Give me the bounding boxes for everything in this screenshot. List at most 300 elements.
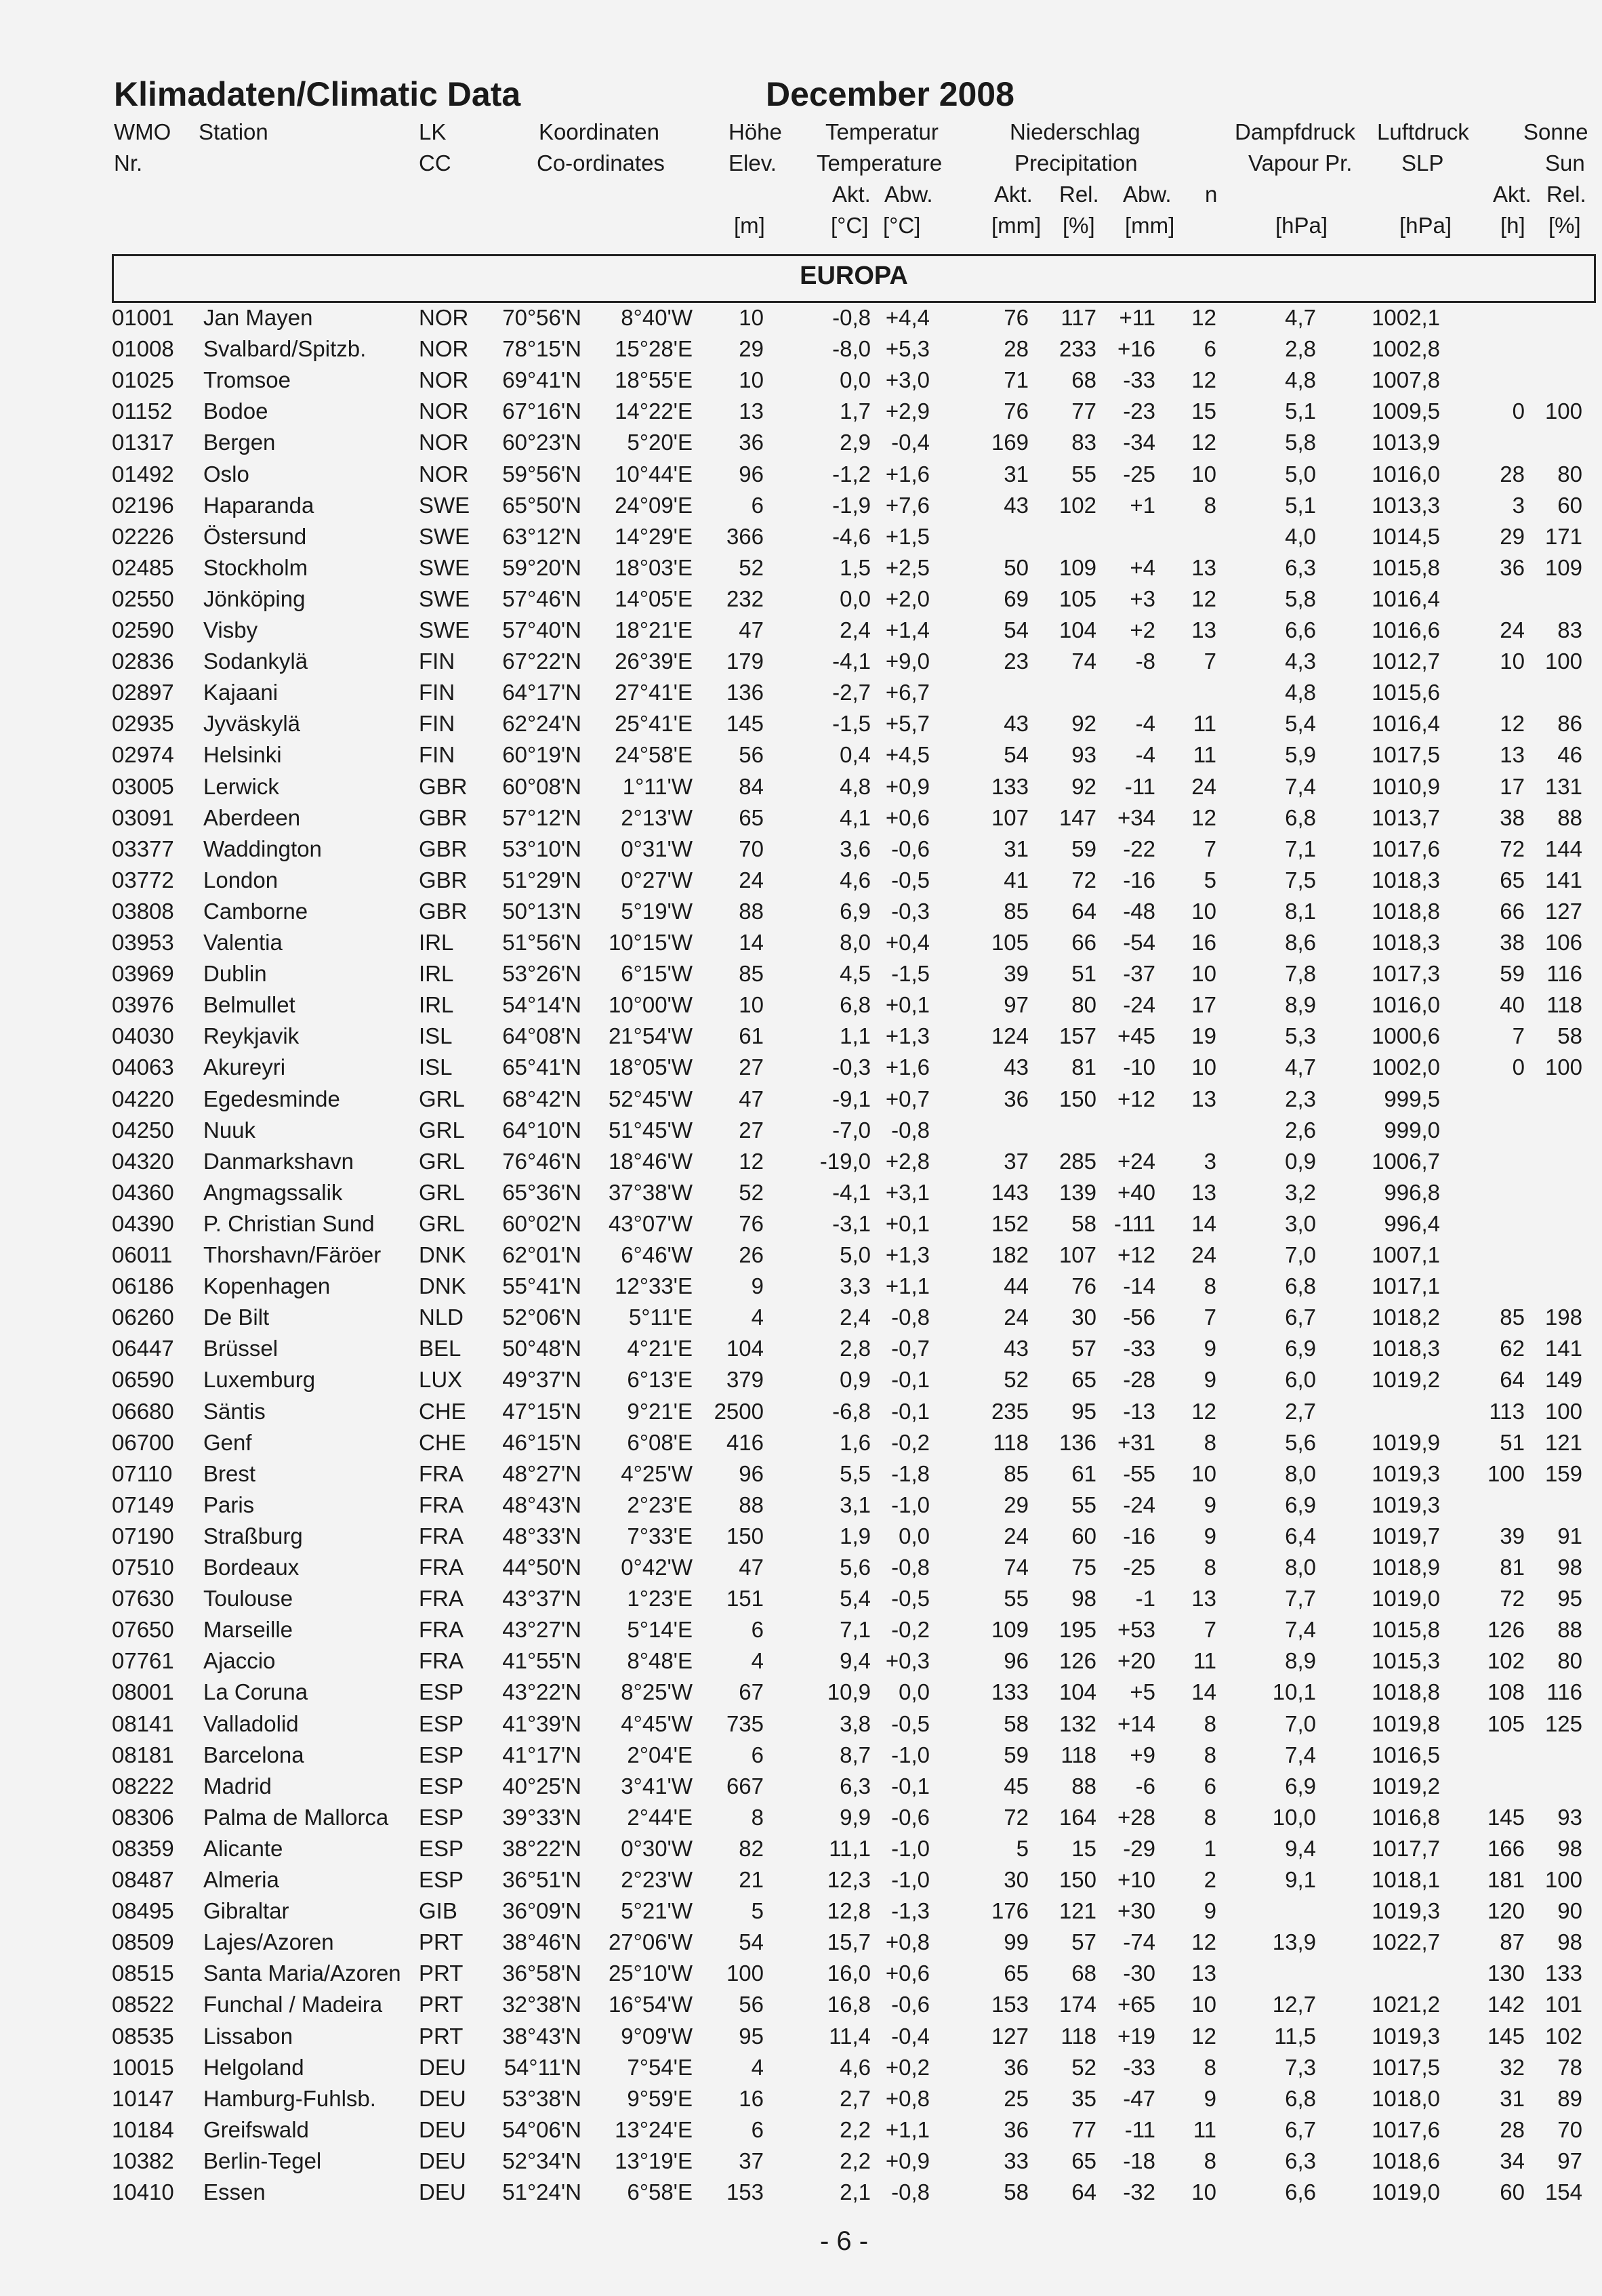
prec-n-cell: 11: [1193, 2117, 1216, 2142]
vapour-cell: 12,7: [1272, 1992, 1316, 2017]
slp-cell: 996,4: [1384, 1211, 1440, 1236]
country-cell: GIB: [419, 1898, 457, 1923]
temp-abw-cell: +0,4: [885, 930, 930, 955]
table-row: [0, 1802, 1602, 1833]
vapour-cell: 6,4: [1285, 1523, 1316, 1549]
vapour-cell: 7,1: [1285, 836, 1316, 861]
latitude-cell: 38°22'N: [502, 1836, 581, 1861]
prec-akt-cell: 143: [991, 1180, 1029, 1205]
wmo-cell: 04250: [112, 1118, 174, 1143]
sun-akt-cell: 72: [1500, 1586, 1525, 1611]
elevation-cell: 88: [739, 1492, 764, 1517]
country-cell: BEL: [419, 1336, 461, 1361]
vapour-cell: 6,7: [1285, 2117, 1316, 2142]
prec-abw-cell: +53: [1117, 1617, 1155, 1642]
prec-akt-cell: 39: [1004, 961, 1029, 986]
temp-abw-cell: -0,5: [891, 1711, 930, 1736]
station-cell: Waddington: [203, 836, 322, 861]
longitude-cell: 25°41'E: [615, 711, 693, 736]
latitude-cell: 53°26'N: [502, 961, 581, 986]
longitude-cell: 18°03'E: [615, 555, 693, 580]
longitude-cell: 18°05'W: [608, 1054, 693, 1080]
slp-cell: 1018,1: [1372, 1867, 1440, 1892]
wmo-cell: 08222: [112, 1774, 174, 1799]
longitude-cell: 18°46'W: [608, 1149, 693, 1174]
station-cell: Kopenhagen: [203, 1273, 331, 1298]
sun-rel-cell: 127: [1544, 899, 1582, 924]
temp-akt-cell: 8,0: [840, 930, 871, 955]
prec-n-cell: 7: [1204, 836, 1216, 861]
region-header-box: [112, 254, 1596, 303]
temp-akt-cell: -3,1: [832, 1211, 871, 1236]
wmo-cell: 08359: [112, 1836, 174, 1861]
station-cell: Lissabon: [203, 2024, 293, 2049]
wmo-cell: 02226: [112, 524, 174, 549]
prec-rel-cell: 121: [1059, 1898, 1096, 1923]
table-row: [0, 958, 1602, 989]
sun-rel-cell: 171: [1544, 524, 1582, 549]
wmo-cell: 03808: [112, 899, 174, 924]
country-cell: CHE: [419, 1430, 466, 1455]
latitude-cell: 67°16'N: [502, 398, 581, 424]
temp-abw-cell: +0,8: [885, 2086, 930, 2111]
prec-n-cell: 1: [1204, 1836, 1216, 1861]
station-cell: Camborne: [203, 899, 308, 924]
table-row: [0, 1583, 1602, 1614]
elevation-cell: 12: [739, 1149, 764, 1174]
temp-abw-cell: +1,1: [885, 1273, 930, 1298]
sun-akt-cell: 38: [1500, 930, 1525, 955]
temp-abw-cell: +2,5: [885, 555, 930, 580]
latitude-cell: 60°08'N: [502, 774, 581, 799]
table-row: [0, 2146, 1602, 2177]
station-cell: Toulouse: [203, 1586, 293, 1611]
station-cell: Lajes/Azoren: [203, 1929, 334, 1954]
wmo-cell: 02935: [112, 711, 174, 736]
header-prec-abw-unit: [mm]: [1125, 213, 1175, 238]
vapour-cell: 6,0: [1285, 1367, 1316, 1392]
vapour-cell: 7,0: [1285, 1711, 1316, 1736]
country-cell: ISL: [419, 1054, 453, 1080]
sun-rel-cell: 80: [1557, 1648, 1582, 1673]
station-cell: De Bilt: [203, 1305, 270, 1330]
prec-n-cell: 8: [1204, 1711, 1216, 1736]
sun-rel-cell: 78: [1557, 2055, 1582, 2080]
temp-akt-cell: 4,8: [840, 774, 871, 799]
table-row: [0, 834, 1602, 865]
vapour-cell: 6,8: [1285, 1273, 1316, 1298]
slp-cell: 1019,3: [1372, 2024, 1440, 2049]
country-cell: SWE: [419, 617, 470, 642]
temp-abw-cell: +5,3: [885, 336, 930, 361]
latitude-cell: 38°43'N: [502, 2024, 581, 2049]
prec-rel-cell: 58: [1071, 1211, 1096, 1236]
header-sun: Sonne: [1523, 119, 1588, 144]
longitude-cell: 6°46'W: [621, 1242, 693, 1267]
prec-abw-cell: -11: [1124, 2117, 1155, 2142]
header-slp: Luftdruck: [1377, 119, 1469, 144]
slp-cell: 1000,6: [1372, 1023, 1440, 1048]
prec-abw-cell: -25: [1123, 1555, 1155, 1580]
prec-abw-cell: +28: [1117, 1805, 1155, 1830]
station-cell: Brest: [203, 1461, 256, 1486]
prec-abw-cell: +34: [1117, 805, 1155, 830]
sun-rel-cell: 100: [1544, 1867, 1582, 1892]
latitude-cell: 59°20'N: [502, 555, 581, 580]
prec-akt-cell: 24: [1004, 1523, 1029, 1549]
longitude-cell: 10°44'E: [615, 462, 693, 487]
station-cell: Luxemburg: [203, 1367, 316, 1392]
slp-cell: 1018,3: [1372, 867, 1440, 893]
latitude-cell: 43°27'N: [502, 1617, 581, 1642]
temp-akt-cell: 2,2: [840, 2117, 871, 2142]
prec-rel-cell: 77: [1071, 398, 1096, 424]
prec-rel-cell: 59: [1071, 836, 1096, 861]
sun-akt-cell: 100: [1487, 1461, 1525, 1486]
country-cell: GBR: [419, 899, 468, 924]
temp-abw-cell: -0,8: [891, 1118, 930, 1143]
prec-akt-cell: 107: [991, 805, 1029, 830]
temp-akt-cell: 0,9: [840, 1367, 871, 1392]
prec-akt-cell: 58: [1004, 2179, 1029, 2205]
elevation-cell: 153: [726, 2179, 764, 2205]
latitude-cell: 41°17'N: [502, 1742, 581, 1767]
prec-abw-cell: -16: [1123, 867, 1155, 893]
elevation-cell: 416: [726, 1430, 764, 1455]
temp-abw-cell: +0,9: [885, 2148, 930, 2173]
prec-n-cell: 12: [1191, 1399, 1216, 1424]
prec-abw-cell: +4: [1130, 555, 1155, 580]
station-cell: Palma de Mallorca: [203, 1805, 389, 1830]
sun-akt-cell: 81: [1500, 1555, 1525, 1580]
wmo-cell: 06011: [112, 1242, 173, 1267]
table-row: [0, 1708, 1602, 1740]
elevation-cell: 95: [739, 2024, 764, 2049]
latitude-cell: 41°55'N: [502, 1648, 581, 1673]
prec-akt-cell: 52: [1004, 1367, 1029, 1392]
station-cell: Aberdeen: [203, 805, 301, 830]
longitude-cell: 4°45'W: [621, 1711, 693, 1736]
sun-akt-cell: 17: [1500, 774, 1525, 799]
station-cell: Greifswald: [203, 2117, 309, 2142]
latitude-cell: 32°38'N: [502, 1992, 581, 2017]
vapour-cell: 6,8: [1285, 2086, 1316, 2111]
country-cell: FIN: [419, 680, 455, 705]
station-cell: Valladolid: [203, 1711, 299, 1736]
wmo-cell: 03953: [112, 930, 174, 955]
wmo-cell: 04360: [112, 1180, 174, 1205]
country-cell: FIN: [419, 711, 455, 736]
wmo-cell: 10015: [112, 2055, 174, 2080]
header-temperature-en: Temperature: [817, 150, 943, 176]
prec-akt-cell: 99: [1004, 1929, 1029, 1954]
prec-rel-cell: 64: [1071, 2179, 1096, 2205]
sun-rel-cell: 100: [1544, 1054, 1582, 1080]
longitude-cell: 9°59'E: [627, 2086, 693, 2111]
table-row: [0, 708, 1602, 739]
latitude-cell: 64°10'N: [502, 1118, 581, 1143]
temp-akt-cell: 1,9: [840, 1523, 871, 1549]
page-number: - 6 -: [820, 2226, 869, 2256]
sun-akt-cell: 40: [1500, 992, 1525, 1017]
elevation-cell: 82: [739, 1836, 764, 1861]
prec-n-cell: 10: [1191, 2179, 1216, 2205]
elevation-cell: 65: [739, 805, 764, 830]
slp-cell: 1015,8: [1372, 1617, 1440, 1642]
station-cell: Alicante: [203, 1836, 283, 1861]
country-cell: ESP: [419, 1805, 464, 1830]
prec-rel-cell: 30: [1071, 1305, 1096, 1330]
prec-abw-cell: +30: [1117, 1898, 1155, 1923]
country-cell: GRL: [419, 1211, 465, 1236]
country-cell: DEU: [419, 2055, 466, 2080]
prec-akt-cell: 118: [993, 1430, 1029, 1455]
slp-cell: 1015,8: [1372, 555, 1440, 580]
prec-akt-cell: 43: [1004, 1054, 1029, 1080]
vapour-cell: 9,4: [1285, 1836, 1316, 1861]
country-cell: GRL: [419, 1149, 465, 1174]
temp-abw-cell: +0,6: [885, 805, 930, 830]
prec-rel-cell: 68: [1071, 1961, 1096, 1986]
slp-cell: 1002,8: [1372, 336, 1440, 361]
wmo-cell: 04320: [112, 1149, 174, 1174]
table-row: [0, 2052, 1602, 2083]
prec-akt-cell: 71: [1004, 367, 1029, 392]
table-row: [0, 490, 1602, 521]
prec-n-cell: 3: [1204, 1149, 1216, 1174]
latitude-cell: 76°46'N: [502, 1149, 581, 1174]
slp-cell: 1019,7: [1372, 1523, 1440, 1549]
temp-abw-cell: +4,5: [885, 742, 930, 767]
temp-abw-cell: +5,7: [885, 711, 930, 736]
temp-abw-cell: +3,0: [885, 367, 930, 392]
wmo-cell: 07510: [112, 1555, 174, 1580]
longitude-cell: 10°00'W: [608, 992, 693, 1017]
header-precipitation-en: Precipitation: [1014, 150, 1138, 176]
temp-abw-cell: 0,0: [899, 1523, 930, 1549]
header-temperature: Temperatur: [825, 119, 939, 144]
prec-abw-cell: +5: [1130, 1679, 1155, 1704]
temp-akt-cell: 0,4: [840, 742, 871, 767]
longitude-cell: 8°40'W: [621, 305, 693, 330]
wmo-cell: 10184: [112, 2117, 174, 2142]
temp-abw-cell: -1,0: [891, 1836, 930, 1861]
temp-akt-cell: -8,0: [832, 336, 871, 361]
temp-akt-cell: 1,6: [840, 1430, 871, 1455]
elevation-cell: 56: [739, 742, 764, 767]
table-row: [0, 1052, 1602, 1083]
latitude-cell: 41°39'N: [502, 1711, 581, 1736]
sun-rel-cell: 141: [1544, 1336, 1582, 1361]
header-elevation: Höhe: [728, 119, 782, 144]
prec-akt-cell: 58: [1004, 1711, 1029, 1736]
vapour-cell: 7,4: [1285, 1742, 1316, 1767]
prec-abw-cell: +24: [1117, 1149, 1155, 1174]
table-row: [0, 1677, 1602, 1708]
temp-akt-cell: 4,5: [840, 961, 871, 986]
prec-akt-cell: 5: [1016, 1836, 1029, 1861]
prec-rel-cell: 174: [1059, 1992, 1096, 2017]
slp-cell: 1015,6: [1372, 680, 1440, 705]
temp-abw-cell: +2,8: [885, 1149, 930, 1174]
prec-akt-cell: 44: [1004, 1273, 1029, 1298]
wmo-cell: 06447: [112, 1336, 174, 1361]
temp-akt-cell: 3,1: [840, 1492, 871, 1517]
station-cell: Barcelona: [203, 1742, 304, 1767]
wmo-cell: 06186: [112, 1273, 174, 1298]
wmo-cell: 10147: [112, 2086, 174, 2111]
sun-akt-cell: 120: [1487, 1898, 1525, 1923]
temp-abw-cell: +1,1: [885, 2117, 930, 2142]
elevation-cell: 10: [739, 305, 764, 330]
table-row: [0, 1864, 1602, 1895]
sun-akt-cell: 130: [1487, 1961, 1525, 1986]
prec-n-cell: 6: [1204, 336, 1216, 361]
temp-akt-cell: -19,0: [819, 1149, 871, 1174]
prec-rel-cell: 61: [1071, 1461, 1096, 1486]
station-cell: Berlin-Tegel: [203, 2148, 322, 2173]
temp-akt-cell: 9,9: [840, 1805, 871, 1830]
table-row: [0, 2021, 1602, 2052]
wmo-cell: 04390: [112, 1211, 174, 1236]
longitude-cell: 21°54'W: [608, 1023, 693, 1048]
vapour-cell: 6,8: [1285, 805, 1316, 830]
table-row: [0, 1895, 1602, 1927]
prec-abw-cell: -33: [1123, 1336, 1155, 1361]
wmo-cell: 02897: [112, 680, 174, 705]
vapour-cell: 2,3: [1285, 1086, 1316, 1111]
temp-akt-cell: 4,1: [840, 805, 871, 830]
station-cell: Gibraltar: [203, 1898, 289, 1923]
longitude-cell: 13°19'E: [615, 2148, 693, 2173]
prec-abw-cell: -23: [1123, 398, 1155, 424]
sun-rel-cell: 149: [1544, 1367, 1582, 1392]
header-sun-rel-unit: [%]: [1548, 213, 1581, 238]
wmo-cell: 10410: [112, 2179, 174, 2205]
vapour-cell: 9,1: [1285, 1867, 1316, 1892]
slp-cell: 996,8: [1384, 1180, 1440, 1205]
elevation-cell: 27: [739, 1118, 764, 1143]
station-cell: Visby: [203, 617, 258, 642]
latitude-cell: 64°08'N: [502, 1023, 581, 1048]
vapour-cell: 13,9: [1272, 1929, 1316, 1954]
country-cell: CHE: [419, 1399, 466, 1424]
vapour-cell: 7,4: [1285, 1617, 1316, 1642]
prec-akt-cell: 36: [1004, 2055, 1029, 2080]
prec-n-cell: 9: [1204, 1336, 1216, 1361]
prec-rel-cell: 60: [1071, 1523, 1096, 1549]
wmo-cell: 08001: [112, 1679, 174, 1704]
vapour-cell: 6,7: [1285, 1305, 1316, 1330]
prec-rel-cell: 92: [1071, 711, 1096, 736]
prec-abw-cell: +20: [1117, 1648, 1155, 1673]
temp-akt-cell: -9,1: [832, 1086, 871, 1111]
header-elevation-en: Elev.: [728, 150, 777, 176]
table-row: [0, 521, 1602, 552]
temp-akt-cell: 7,1: [840, 1617, 871, 1642]
sun-akt-cell: 66: [1500, 899, 1525, 924]
prec-n-cell: 13: [1191, 617, 1216, 642]
station-cell: Jan Mayen: [203, 305, 313, 330]
wmo-cell: 03377: [112, 836, 174, 861]
sun-akt-cell: 72: [1500, 836, 1525, 861]
header-slp-en: SLP: [1401, 150, 1444, 176]
country-cell: PRT: [419, 1961, 464, 1986]
header-wmo-nr: Nr.: [114, 150, 143, 176]
temp-abw-cell: -1,0: [891, 1742, 930, 1767]
prec-akt-cell: 133: [991, 1679, 1029, 1704]
slp-cell: 1019,2: [1372, 1774, 1440, 1799]
elevation-cell: 4: [751, 1305, 764, 1330]
station-cell: Jyväskylä: [203, 711, 301, 736]
vapour-cell: 6,9: [1285, 1774, 1316, 1799]
temp-abw-cell: +3,1: [885, 1180, 930, 1205]
table-row: [0, 1958, 1602, 1989]
slp-cell: 1013,3: [1372, 493, 1440, 518]
slp-cell: 1018,8: [1372, 899, 1440, 924]
elevation-cell: 100: [726, 1961, 764, 1986]
sun-rel-cell: 141: [1544, 867, 1582, 893]
vapour-cell: 2,8: [1285, 336, 1316, 361]
prec-akt-cell: 54: [1004, 617, 1029, 642]
latitude-cell: 51°24'N: [502, 2179, 581, 2205]
country-cell: GBR: [419, 805, 468, 830]
latitude-cell: 50°13'N: [502, 899, 581, 924]
temp-akt-cell: 2,9: [840, 430, 871, 455]
country-cell: FRA: [419, 1648, 464, 1673]
longitude-cell: 0°30'W: [621, 1836, 693, 1861]
elevation-cell: 88: [739, 899, 764, 924]
header-vapour-unit: [hPa]: [1275, 213, 1328, 238]
sun-akt-cell: 65: [1500, 867, 1525, 893]
elevation-cell: 104: [726, 1336, 764, 1361]
prec-akt-cell: 36: [1004, 2117, 1029, 2142]
wmo-cell: 08141: [112, 1711, 174, 1736]
sun-rel-cell: 159: [1544, 1461, 1582, 1486]
prec-n-cell: 10: [1191, 1992, 1216, 2017]
sun-rel-cell: 121: [1544, 1430, 1582, 1455]
slp-cell: 1017,5: [1372, 742, 1440, 767]
sun-rel-cell: 46: [1557, 742, 1582, 767]
country-cell: GRL: [419, 1086, 465, 1111]
sun-rel-cell: 131: [1544, 774, 1582, 799]
country-cell: NOR: [419, 462, 469, 487]
country-cell: SWE: [419, 555, 470, 580]
sun-rel-cell: 100: [1544, 1399, 1582, 1424]
elevation-cell: 735: [726, 1711, 764, 1736]
prec-rel-cell: 76: [1071, 1273, 1096, 1298]
sun-akt-cell: 28: [1500, 462, 1525, 487]
slp-cell: 1016,0: [1372, 992, 1440, 1017]
latitude-cell: 46°15'N: [502, 1430, 581, 1455]
table-row: [0, 1645, 1602, 1677]
table-row: [0, 1396, 1602, 1427]
header-temp-unit: [°C]: [831, 213, 869, 238]
wmo-cell: 01152: [112, 398, 173, 424]
slp-cell: 1022,7: [1372, 1929, 1440, 1954]
prec-abw-cell: +14: [1117, 1711, 1155, 1736]
header-sun-akt: Akt.: [1493, 182, 1532, 207]
temp-akt-cell: -7,0: [832, 1118, 871, 1143]
wmo-cell: 08306: [112, 1805, 174, 1830]
latitude-cell: 63°12'N: [502, 524, 581, 549]
station-cell: London: [203, 867, 279, 893]
temp-akt-cell: 12,8: [827, 1898, 871, 1923]
temp-akt-cell: 6,3: [840, 1774, 871, 1799]
slp-cell: 1019,3: [1372, 1492, 1440, 1517]
table-row: [0, 927, 1602, 958]
prec-n-cell: 7: [1204, 1305, 1216, 1330]
